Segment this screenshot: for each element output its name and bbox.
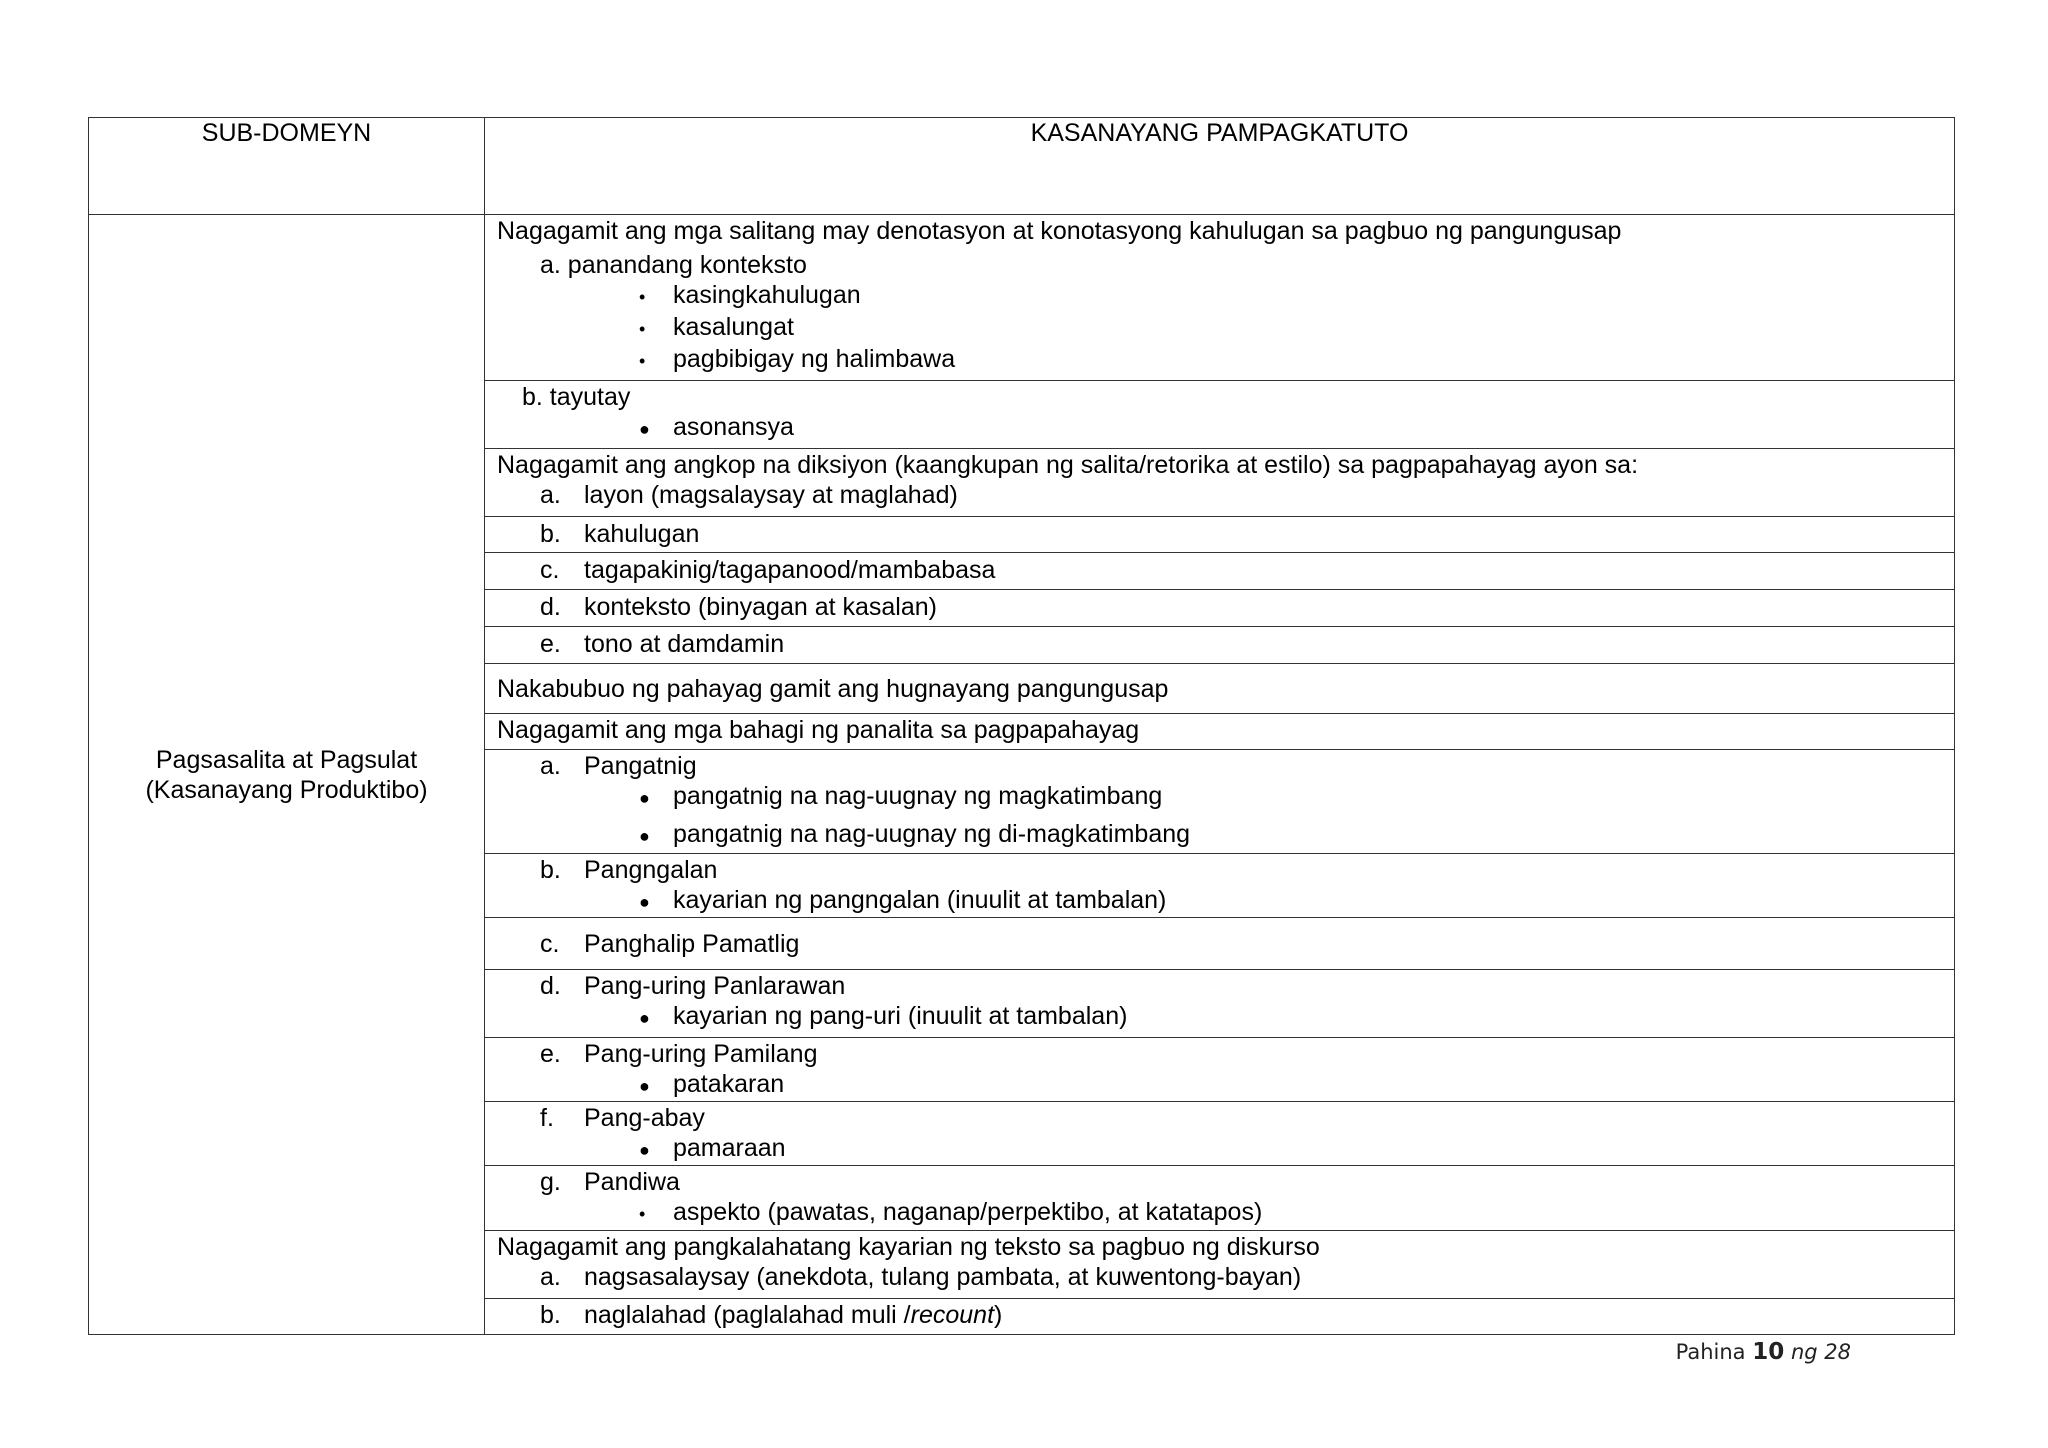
bullet-icon: ● [639,826,650,846]
bullet-item: kayarian ng pangngalan (inuulit at tambalan) [673,886,1167,914]
cell-pandiwa [485,1166,1955,1231]
bullet-item: asonansya [673,413,794,441]
sub-item: Pandiwa [584,1168,680,1196]
sub-item: Panghalip Pamatlig [584,929,800,958]
item-marker: d. [540,972,561,1000]
sub-item: Pang-abay [584,1104,705,1132]
item-marker: b. [540,1301,561,1329]
cell-diksiyon-c [485,553,1955,590]
item-marker: f. [540,1104,554,1132]
cell-pangngalan [485,854,1955,918]
bullet-icon: ● [639,788,650,808]
bullet-icon: • [639,351,646,371]
item-marker: b. [540,856,561,884]
sub-item: tono at damdamin [584,630,785,658]
sub-item: tagapakinig/tagapanood/mambabasa [584,556,996,584]
bullet-icon: • [639,287,646,307]
sub-item: nagsasalaysay (anekdota, tulang pambata, at kuwentong-bayan) [584,1263,1302,1291]
sub-item: layon (magsalaysay at maglahad) [584,481,958,509]
cell-hugnayan [485,664,1955,714]
sub-item-text: naglalahad (paglalahad muli / [584,1301,911,1329]
sub-item [584,1301,1002,1329]
header-row [89,118,1955,215]
bullet-item: kasingkahulugan [673,281,861,309]
curriculum-table [88,117,1955,1335]
sub-item: kahulugan [584,520,700,548]
item-marker: g. [540,1168,561,1196]
item-marker: e. [540,1040,561,1068]
item-marker: c. [540,556,560,584]
subdomain-cell [89,215,485,1335]
table-row [89,215,1955,381]
competency-text: Nagagamit ang mga bahagi ng panalita sa pagpapahayag [497,716,1140,744]
sub-item: Pangatnig [584,752,697,780]
cell-diksiyon-d [485,590,1955,627]
bullet-item: patakaran [673,1070,785,1098]
cell-pang-abay [485,1102,1955,1166]
cell-pangatnig [485,750,1955,854]
bullet-icon: ● [639,419,650,439]
cell-diksiyon-b [485,517,1955,553]
competency-text: Nagagamit ang pangkalahatang kayarian ng teksto sa pagbuo ng diskurso [497,1233,1320,1261]
cell-diksiyon-e [485,627,1955,664]
cell-diskurso-b [485,1299,1955,1335]
cell-diksiyon [485,449,1955,517]
bullet-icon: ● [639,1140,650,1160]
cell-panghalip [485,918,1955,970]
sub-item: b. tayutay [522,383,631,411]
sub-item: Pangngalan [584,856,718,884]
sub-item-italic: recount [910,1301,995,1329]
sub-item: Pang-uring Pamilang [584,1040,818,1068]
subdomain-subtitle: (Kasanayang Produktibo) [145,775,428,804]
bullet-icon: ● [639,1076,650,1096]
cell-diskurso [485,1231,1955,1299]
cell-pamilang [485,1038,1955,1102]
bullet-item: pangatnig na nag-uugnay ng magkatimbang [673,782,1163,810]
item-marker: a. [540,752,561,780]
item-marker: d. [540,593,561,621]
bullet-item: kasalungat [673,313,794,341]
bullet-item: kayarian ng pang-uri (inuulit at tambalan) [673,1002,1128,1030]
sub-item: a. panandang konteksto [540,251,807,279]
cell-bahagi [485,714,1955,750]
competency-text: Nagagamit ang angkop na diksiyon (kaangkupan ng salita/retorika at estilo) sa pagpapahayag ayon sa: [497,451,1639,479]
cell-denotasyon [485,215,1955,381]
bullet-item: pagbibigay ng halimbawa [673,345,956,373]
footer-page-number: 10 [1752,1339,1785,1365]
bullet-item: aspekto (pawatas, naganap/perpektibo, at katatapos) [673,1198,1263,1226]
sub-item: konteksto (binyagan at kasalan) [584,593,937,621]
bullet-icon: ● [639,892,650,912]
competency-text: Nagagamit ang mga salitang may denotasyon at konotasyong kahulugan sa pagbuo ng pangungusap [497,217,1622,245]
bullet-item: pangatnig na nag-uugnay ng di-magkatimbang [673,820,1191,848]
footer-pahina: Pahina [1675,1340,1746,1364]
bullet-icon: ● [639,1008,650,1028]
subdomain-title: Pagsasalita at Pagsulat [155,745,418,774]
bullet-item: pamaraan [673,1134,786,1162]
bullet-icon: • [639,1204,646,1224]
header-kasanayan: KASANAYANG PAMPAGKATUTO [485,118,1955,215]
item-marker: a. [540,1263,561,1291]
cell-tayutay [485,381,1955,449]
bullet-icon: • [639,319,646,339]
footer-page-total: ng 28 [1790,1340,1851,1364]
item-marker: e. [540,630,561,658]
item-marker: a. [540,481,561,509]
competency-text: Nakabubuo ng pahayag gamit ang hugnayang pangungusap [497,674,1169,703]
page-footer [1676,1339,1851,1365]
cell-panlarawan [485,970,1955,1038]
item-marker: c. [540,929,560,958]
header-sub-domeyn: SUB-DOMEYN [89,118,485,215]
item-marker: b. [540,520,561,548]
sub-item-close: ) [994,1301,1003,1329]
sub-item: Pang-uring Panlarawan [584,972,846,1000]
